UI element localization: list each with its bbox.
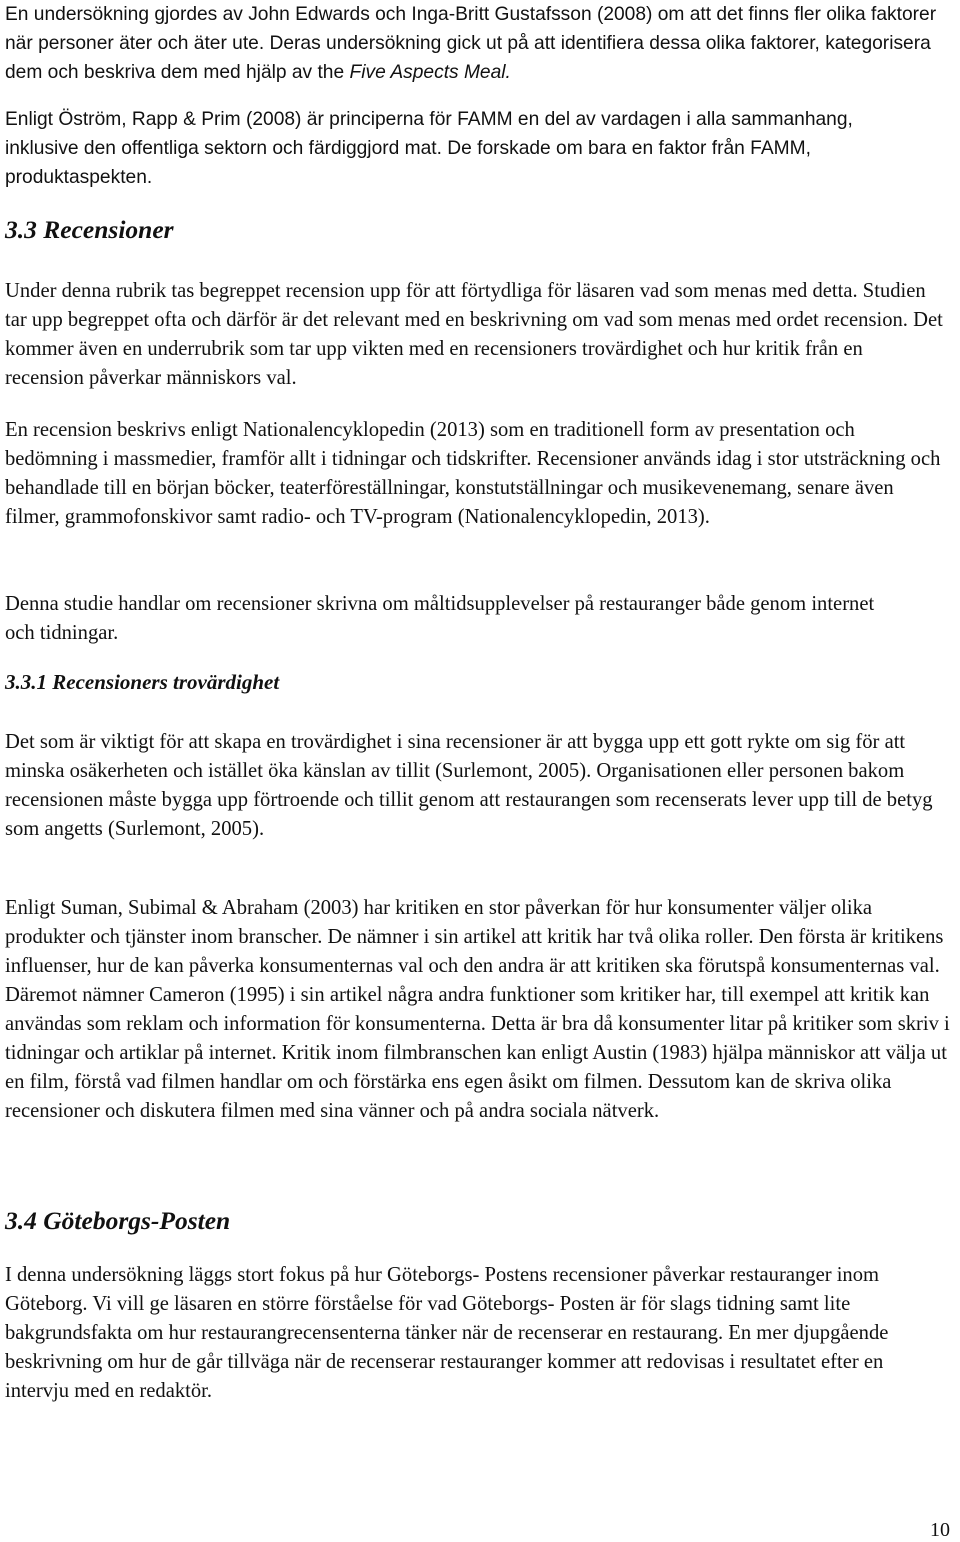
heading-recensioners-trovardighet: 3.3.1 Recensioners trovärdighet (5, 670, 280, 694)
paragraph-five-aspects-meal-text: En undersökning gjordes av John Edwards och Inga-Britt Gustafsson (2008) om att det finns fler olika faktorer när personer äter och äter ute. Deras undersökning gick ut på att identifiera dessa olika faktorer, kategorisera dem och beskriva dem med hjälp av the (5, 4, 937, 83)
paragraph-famm-principles: Enligt Öström, Rapp & Prim (2008) är principerna för FAMM en del av vardagen i alla sammanhang, inklusive den offentliga sektorn och färdiggjord mat. De forskade om bara en faktor från FAMM, produktaspekten. (5, 109, 853, 188)
paragraph-kritikens-roller: Enligt Suman, Subimal & Abraham (2003) har kritiken en stor påverkan för hur konsumenter väljer olika produkter och tjänster inom branscher. De nämner i sin artikel att kritik har två olika roller. Den första är kritikens influenser, hur de kan påverka konsumenternas val och den andra är att kritiken ska förutspå konsumenternas val. Däremot nämner Cameron (1995) i sin artikel några andra funktioner som kritiker har, till exempel att kritik kan användas som reklam och information för konsumenterna. Detta är bra då konsumenter litar på kritiker som skriv i tidningar och artiklar på internet. Kritik inom filmbranschen kan enligt Austin (1983) hjälpa människor att välja ut en film, förstå vad filmen handlar om och förstärka ens egen åsikt om filmen. Dessutom kan de skriva olika recensioner och diskutera filmen med sina vänner och på andra sociala nätverk. (5, 897, 950, 1122)
five-aspects-meal-term: Five Aspects Meal. (349, 62, 511, 83)
paragraph-recension-definition: En recension beskrivs enligt Nationalencyklopedin (2013) som en traditionell form av presentation och bedömning i massmedier, framför allt i tidningar och tidskrifter. Recensioner används idag i stor utsträckning och behandlade till en början böcker, teaterföreställningar, konstutställningar och musikevenemang, senare även filmer, grammofonskivor samt radio- och TV-program (Nationalencyklopedin, 2013). (5, 419, 941, 528)
heading-goteborgs-posten: 3.4 Göteborgs-Posten (5, 1206, 231, 1235)
paragraph-five-aspects-meal (5, 0, 950, 87)
paragraph-goteborgs-posten: I denna undersökning läggs stort fokus på hur Göteborgs- Postens recensioner påverkar restauranger inom Göteborg. Vi vill ge läsaren en större förståelse för vad Göteborgs- Posten är för slags tidning samt lite bakgrundsfakta om hur restaurangrecensenterna tänker när de recenserar en restaurang. En mer djupgående beskrivning om hur de går tillväga när de recenserar restauranger kommer att redovisas i resultatet efter en intervju med en redaktör. (5, 1264, 889, 1402)
page-number: 10 (930, 1519, 950, 1541)
heading-recensioner: 3.3 Recensioner (5, 215, 174, 244)
paragraph-trovardighet: Det som är viktigt för att skapa en trovärdighet i sina recensioner är att bygga upp ett gott rykte om sig för att minska osäkerheten och istället öka känslan av tillit (Surlemont, 2005). Organisationen eller personen bakom recensionen måste bygga upp förtroende och tillit genom att restaurangen som recenserats lever upp till de betyg som angetts (Surlemont, 2005). (5, 731, 933, 840)
paragraph-study-scope: Denna studie handlar om recensioner skrivna om måltidsupplevelser på restauranger både genom internet och tidningar. (5, 593, 875, 644)
paragraph-recension-intro: Under denna rubrik tas begreppet recension upp för att förtydliga för läsaren vad som menas med detta. Studien tar upp begreppet ofta och därför är det relevant med en beskrivning om vad som menas med ordet recension. Det kommer även en underrubrik som tar upp vikten med en recensioners trovärdighet och hur kritik från en recension påverkar människors val. (5, 280, 943, 389)
